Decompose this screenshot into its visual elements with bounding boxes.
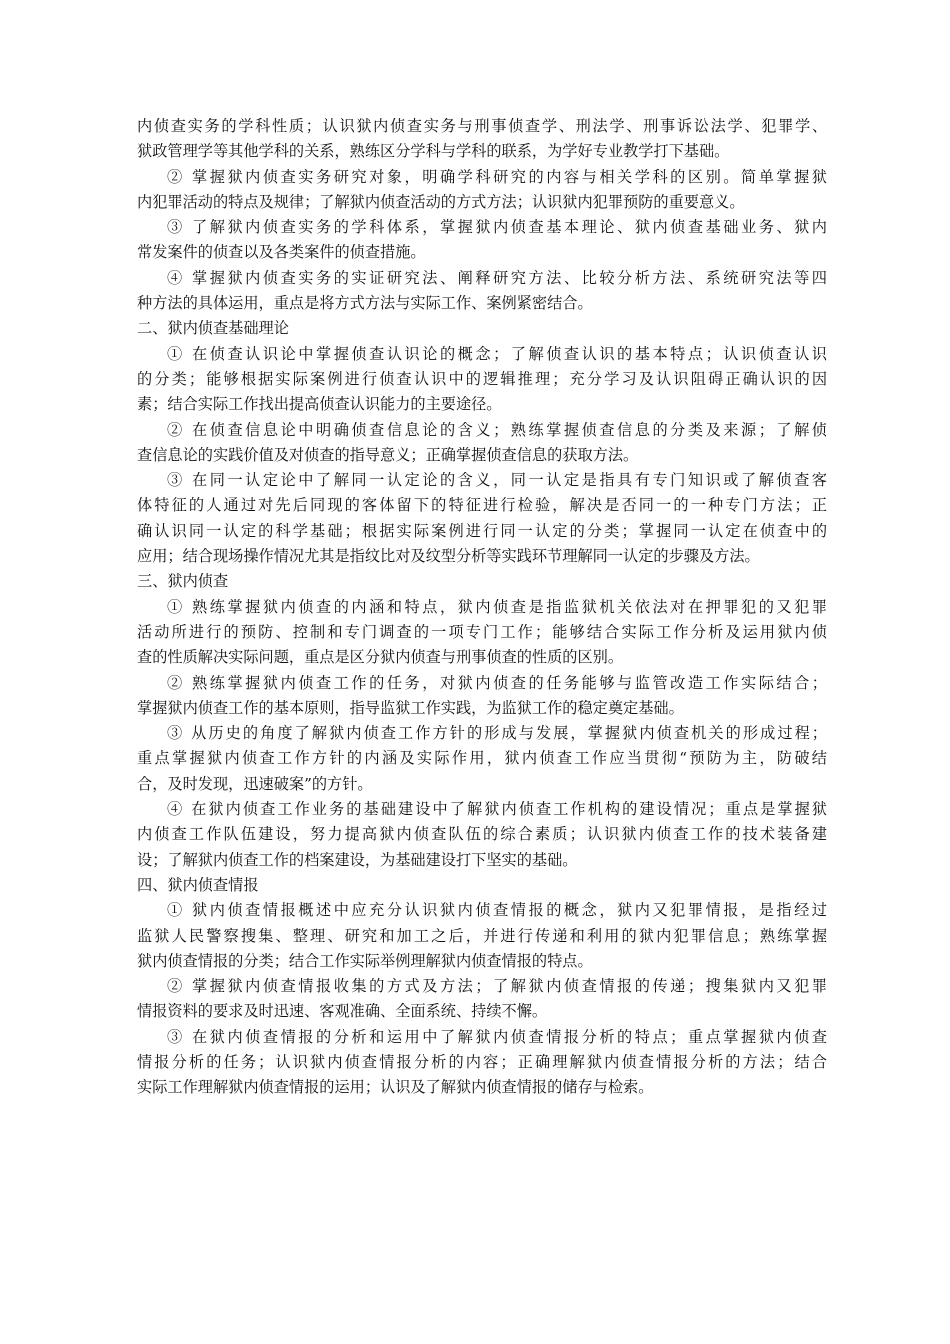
paragraph-last-line: 常发案件的侦查以及各类案件的侦查措施。 <box>137 243 426 262</box>
paragraph-line: 情报分析的任务；认识狱内侦查情报分析的内容；正确理解狱内侦查情报分析的方法；结合 <box>137 1052 827 1071</box>
paragraph-first-line: ① 狱内侦查情报概述中应充分认识狱内侦查情报的概念，狱内又犯罪情报，是指经过 <box>167 901 827 920</box>
paragraph-line: 内侦查工作队伍建设，努力提高狱内侦查队伍的综合素质；认识狱内侦查工作的技术装备建 <box>137 825 827 844</box>
paragraph-first-line: ② 掌握狱内侦查情报收集的方式及方法；了解狱内侦查情报的传递；搜集狱内又犯罪 <box>167 977 827 996</box>
paragraph-line: 确认识同一认定的科学基础；根据实际案例进行同一认定的分类；掌握同一认定在侦查中的 <box>137 521 827 540</box>
paragraph-first-line: ② 熟练掌握狱内侦查工作的任务，对狱内侦查的任务能够与监管改造工作实际结合； <box>167 673 827 692</box>
paragraph-first-line: ③ 在同一认定论中了解同一认定论的含义，同一认定是指具有专门知识或了解侦查客 <box>167 471 827 490</box>
document-body <box>137 114 827 1101</box>
section-heading: 三、狱内侦查 <box>137 572 229 591</box>
paragraph-last-line: 合，及时发现，迅速破案”的方针。 <box>137 774 373 793</box>
paragraph-last-line: 素；结合实际工作找出提高侦查认识能力的主要途径。 <box>137 395 502 414</box>
paragraph-first-line: ① 熟练掌握狱内侦查的内涵和特点，狱内侦查是指监狱机关依法对在押罪犯的又犯罪 <box>167 597 827 616</box>
paragraph-last-line: 种方法的具体运用，重点是将方式方法与实际工作、案例紧密结合。 <box>137 294 593 313</box>
paragraph-first-line: ② 掌握狱内侦查实务研究对象，明确学科研究的内容与相关学科的区别。简单掌握狱 <box>167 167 827 186</box>
paragraph-last-line: 掌握狱内侦查工作的基本原则，指导监狱工作实践，为监狱工作的稳定奠定基础。 <box>137 698 684 717</box>
paragraph-first-line: ④ 掌握狱内侦查实务的实证研究法、阐释研究方法、比较分析方法、系统研究法等四 <box>167 268 827 287</box>
paragraph-last-line: 查信息论的实践价值及对侦查的指导意义；正确掌握侦查信息的获取方法。 <box>137 445 639 464</box>
paragraph-last-line: 实际工作理解狱内侦查情报的运用；认识及了解狱内侦查情报的储存与检索。 <box>137 1078 654 1097</box>
paragraph-first-line: ② 在侦查信息论中明确侦查信息论的含义；熟练掌握侦查信息的分类及来源；了解侦 <box>167 420 827 439</box>
paragraph-line: 体特征的人通过对先后同现的客体留下的特征进行检验，解决是否同一的一种专门方法；正 <box>137 496 827 515</box>
paragraph-first-line: ③ 从历史的角度了解狱内侦查工作方针的形成与发展，掌握狱内侦查机关的形成过程； <box>167 724 827 743</box>
paragraph-line: 的分类；能够根据实际案例进行侦查认识中的逻辑推理；充分学习及认识阻碍正确认识的因 <box>137 369 827 388</box>
section-heading: 四、狱内侦查情报 <box>137 875 259 894</box>
paragraph-last-line: 狱内侦查情报的分类；结合工作实际举例理解狱内侦查情报的特点。 <box>137 951 593 970</box>
paragraph-last-line: 设；了解狱内侦查工作的档案建设，为基础建设打下坚实的基础。 <box>137 850 578 869</box>
paragraph-line: 重点掌握狱内侦查工作方针的内涵及实际作用，狱内侦查工作应当贯彻“预防为主，防破结 <box>137 749 827 768</box>
paragraph-last-line: 情报资料的要求及时迅速、客观准确、全面系统、持续不懈。 <box>137 1002 548 1021</box>
paragraph-line: 活动所进行的预防、控制和专门调查的一项专门工作；能够结合实际工作分析及运用狱内侦 <box>137 622 827 641</box>
paragraph-first-line: ④ 在狱内侦查工作业务的基础建设中了解狱内侦查工作机构的建设情况；重点是掌握狱 <box>167 800 827 819</box>
paragraph-last-line: 内犯罪活动的特点及规律；了解狱内侦查活动的方式方法；认识狱内犯罪预防的重要意义。 <box>137 192 745 211</box>
section-heading: 二、狱内侦查基础理论 <box>137 319 289 338</box>
paragraph-last-line: 狱政管理学等其他学科的关系，熟练区分学科与学科的联系，为学好专业教学打下基础。 <box>137 142 730 161</box>
paragraph-first-line: ① 在侦查认识论中掌握侦查认识论的概念；了解侦查认识的基本特点；认识侦查认识 <box>167 344 827 363</box>
paragraph-line: 监狱人民警察搜集、整理、研究和加工之后，并进行传递和利用的狱内犯罪信息；熟练掌握 <box>137 926 827 945</box>
paragraph-line: 内侦查实务的学科性质；认识狱内侦查实务与刑事侦查学、刑法学、刑事诉讼法学、犯罪学、 <box>137 117 827 135</box>
paragraph-first-line: ③ 在狱内侦查情报的分析和运用中了解狱内侦查情报分析的特点；重点掌握狱内侦查 <box>167 1027 827 1046</box>
paragraph-last-line: 应用；结合现场操作情况尤其是指纹比对及纹型分析等实践环节理解同一认定的步骤及方法。 <box>137 547 760 566</box>
paragraph-last-line: 查的性质解决实际问题，重点是区分狱内侦查与刑事侦查的性质的区别。 <box>137 648 623 667</box>
paragraph-first-line: ③ 了解狱内侦查实务的学科体系，掌握狱内侦查基本理论、狱内侦查基础业务、狱内 <box>167 218 827 237</box>
